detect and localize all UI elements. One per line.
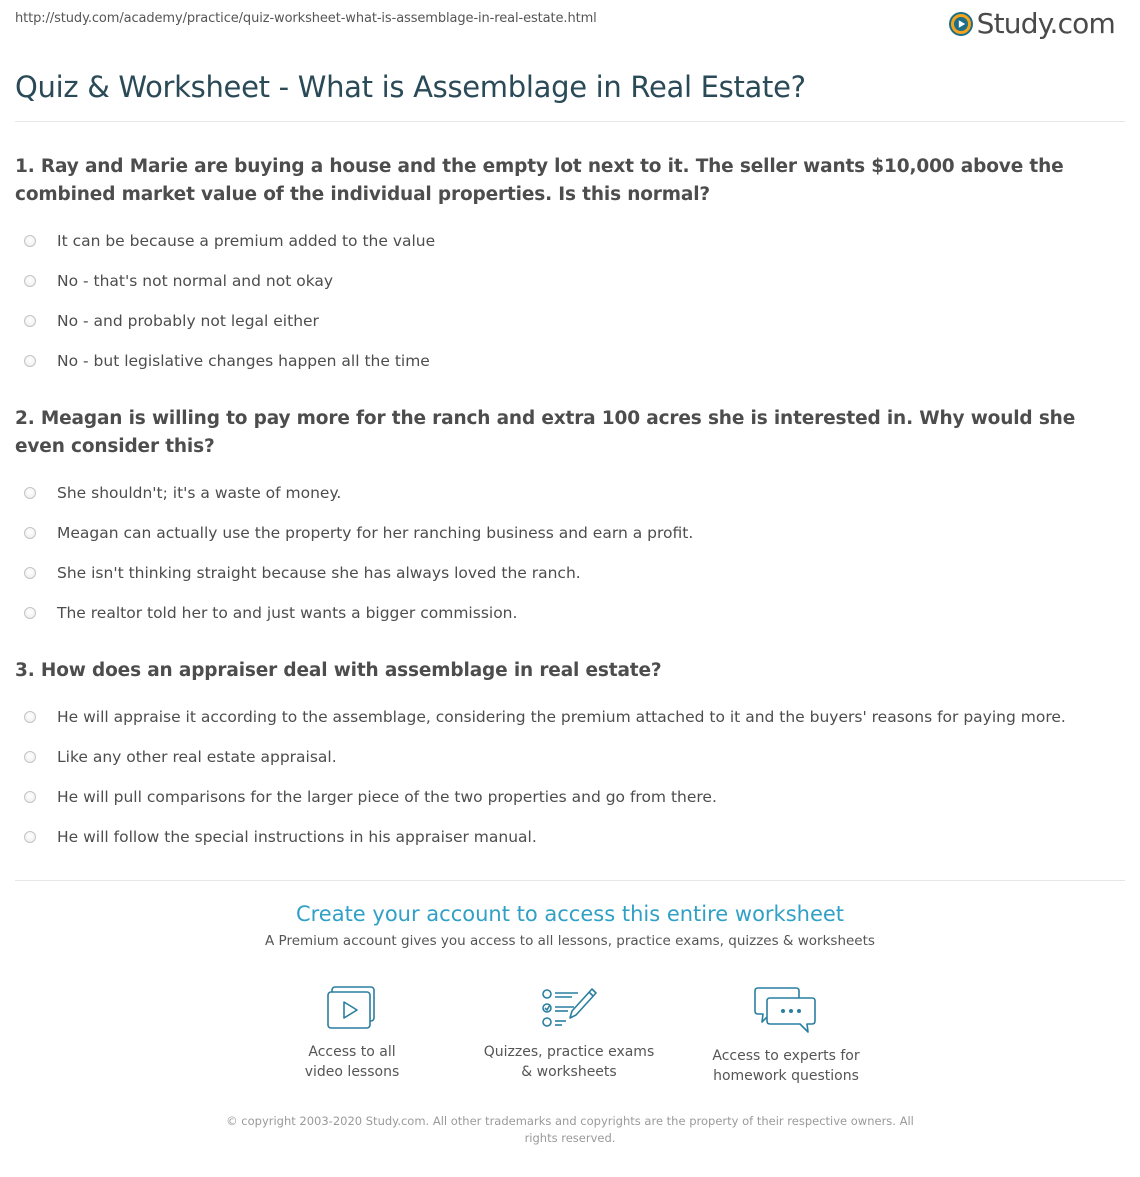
promo-divider [15, 880, 1125, 881]
logo-text: Study.com [976, 7, 1115, 40]
radio-button[interactable] [24, 315, 36, 327]
quiz-checklist-icon [540, 985, 598, 1031]
question-text: 3. How does an appraiser deal with assemblage in real estate? [15, 660, 662, 681]
radio-button[interactable] [24, 791, 36, 803]
radio-button[interactable] [24, 751, 36, 763]
answer-text: Meagan can actually use the property for her ranching business and earn a profit. [57, 524, 694, 542]
answer-option[interactable] [15, 261, 1115, 301]
title-divider [15, 121, 1125, 122]
question-text: 2. Meagan is willing to pay more for the ranch and extra 100 acres she is interested in. Why would she even consider this? [15, 408, 1076, 457]
answer-option[interactable] [15, 513, 1115, 553]
answer-text: The realtor told her to and just wants a bigger commission. [57, 604, 518, 622]
study-logo[interactable] [948, 6, 1115, 42]
copyright-text: © copyright 2003-2020 Study.com. All other trademarks and copyrights are the property of their respective owners. All rights reserved. [226, 1114, 914, 1145]
answer-text: He will follow the special instructions in his appraiser manual. [57, 828, 537, 846]
feature-label-line1: Quizzes, practice exams [483, 1044, 655, 1060]
video-lesson-icon [326, 985, 378, 1031]
radio-button[interactable] [24, 487, 36, 499]
question-1 [15, 153, 1115, 381]
answer-text: No - that's not normal and not okay [57, 272, 334, 290]
feature-label-line2: video lessons [304, 1064, 400, 1080]
question-3 [15, 657, 1115, 857]
answer-list [15, 221, 1115, 381]
question-2 [15, 405, 1115, 633]
answer-text: Like any other real estate appraisal. [57, 748, 337, 766]
answer-option[interactable] [15, 473, 1115, 513]
answer-list [15, 697, 1115, 857]
promo-subheading: A Premium account gives you access to all lessons, practice exams, quizzes & worksheets [265, 933, 875, 949]
answer-list [15, 473, 1115, 633]
radio-button[interactable] [24, 355, 36, 367]
feature-label-line1: Access to all [308, 1044, 396, 1060]
chat-bubbles-icon [754, 985, 818, 1035]
feature-label-line2: & worksheets [521, 1064, 617, 1080]
answer-option[interactable] [15, 341, 1115, 381]
radio-button[interactable] [24, 567, 36, 579]
answer-text: She shouldn't; it's a waste of money. [57, 484, 342, 502]
radio-button[interactable] [24, 711, 36, 723]
answer-option[interactable] [15, 553, 1115, 593]
answer-text: It can be because a premium added to the value [57, 232, 436, 250]
answer-option[interactable] [15, 221, 1115, 261]
radio-button[interactable] [24, 235, 36, 247]
feature-video-lessons [242, 985, 462, 1082]
radio-button[interactable] [24, 831, 36, 843]
answer-text: No - but legislative changes happen all the time [57, 352, 430, 370]
answer-option[interactable] [15, 593, 1115, 633]
answer-option[interactable] [15, 777, 1115, 817]
answer-text: No - and probably not legal either [57, 312, 319, 330]
radio-button[interactable] [24, 527, 36, 539]
answer-text: She isn't thinking straight because she has always loved the ranch. [57, 564, 581, 582]
answer-option[interactable] [15, 301, 1115, 341]
feature-experts [676, 985, 896, 1086]
page-url: http://study.com/academy/practice/quiz-worksheet-what-is-assemblage-in-real-estate.html [15, 11, 597, 26]
answer-option[interactable] [15, 697, 1115, 737]
radio-button[interactable] [24, 607, 36, 619]
feature-label-line2: homework questions [713, 1068, 859, 1084]
create-account-link[interactable]: Create your account to access this entire worksheet [295, 902, 845, 926]
answer-text: He will pull comparisons for the larger piece of the two properties and go from there. [57, 788, 717, 806]
radio-button[interactable] [24, 275, 36, 287]
question-text: 1. Ray and Marie are buying a house and the empty lot next to it. The seller wants $10,000 above the combined market value of the individual properties. Is this normal? [15, 156, 1064, 205]
feature-quizzes [459, 985, 679, 1082]
page-title: Quiz & Worksheet - What is Assemblage in Real Estate? [15, 70, 806, 104]
answer-text: He will appraise it according to the assemblage, considering the premium attached to it and the buyers' reasons for paying more. [57, 708, 1066, 726]
answer-option[interactable] [15, 817, 1115, 857]
answer-option[interactable] [15, 737, 1115, 777]
play-logo-icon [948, 11, 974, 37]
feature-label-line1: Access to experts for [712, 1048, 860, 1064]
